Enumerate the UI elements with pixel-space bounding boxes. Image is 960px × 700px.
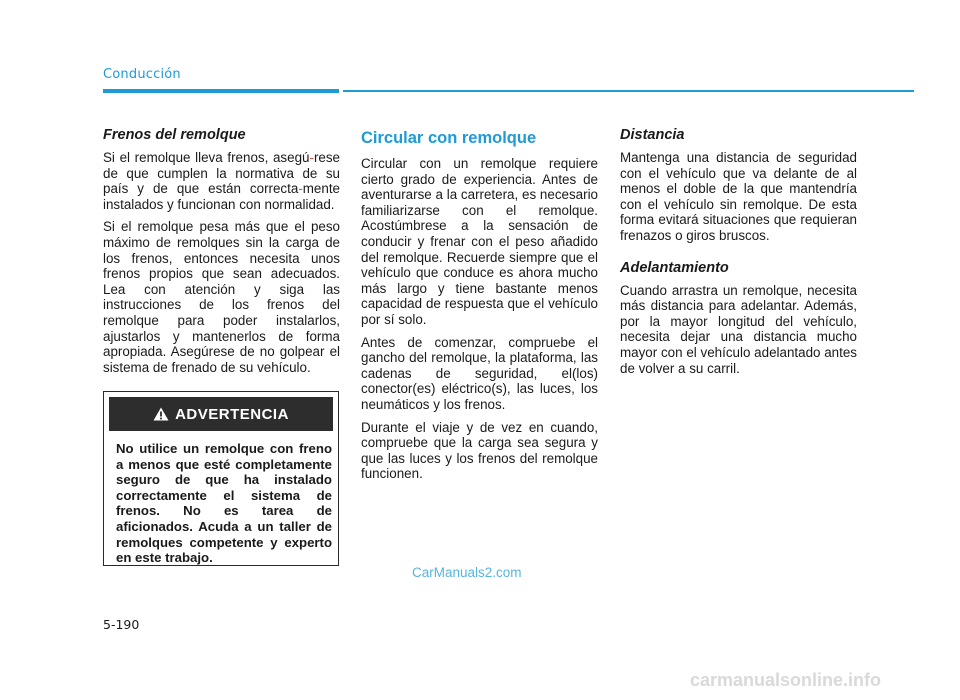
warning-body: No utilice un remolque con freno a menos que esté completamente seguro de que ha instalado correctamente el sistema de frenos. No es tarea de aficionados. Acuda a un taller de remolques competente y experto en este trabajo. [116,441,332,566]
header-rule-thick [103,89,339,93]
towing-heading: Circular con remolque [361,129,537,147]
column-left [103,127,340,382]
page-number: 5-190 [103,617,140,632]
towing-paragraph-1: Circular con un remolque requiere cierto grado de experiencia. Antes de aventurarse a la carretera, es necesario familiarizarse con el remolque. Acostúmbrese a la sensación de conducir y frenar con el peso añadido del remolque. Recuerde siempre que el vehículo que conduce es ahora mucho más largo y tiene bastante menos capacidad de respuesta que el vehículo por sí solo. [361,156,598,327]
warning-title: ADVERTENCIA [175,405,289,423]
column-middle [361,127,598,489]
header-rule-thin [343,90,914,92]
distance-heading: Distancia [620,127,685,143]
column-right [620,127,857,383]
overtaking-paragraph: Cuando arrastra un remolque, necesita más distancia para adelantar. Además, por la mayor longitud del vehículo, necesita dejar una distancia mucho mayor con el vehículo adelantado antes de volver a su carril. [620,282,857,376]
overtaking-heading: Adelantamiento [620,259,729,276]
warning-triangle-icon [153,407,169,421]
footer-watermark: carmanualsonline.info [690,670,882,690]
section-title: Conducción [103,67,181,82]
trailer-brakes-paragraph-1: Si el remolque lleva frenos, asegú-rese de que cumplen la normativa de su país y de que están correcta-mente instalados y funcionan con normalidad. [103,150,340,212]
warning-box [103,391,339,566]
watermark-link[interactable]: CarManuals2.com [412,565,522,580]
trailer-brakes-heading: Frenos del remolque [103,127,246,143]
towing-paragraph-2: Antes de comenzar, compruebe el gancho del remolque, la plataforma, las cadenas de seguridad, el(los) conector(es) eléctrico(s), las luces, los neumáticos y los frenos. [361,334,598,412]
warning-header [109,397,333,431]
towing-paragraph-3: Durante el viaje y de vez en cuando, compruebe que la carga sea segura y que las luces y los frenos del remolque funcionen. [361,419,598,482]
trailer-brakes-paragraph-2: Si el remolque pesa más que el peso máximo de remolques sin la carga de los frenos, entonces necesita unos frenos propios que sean adecuados. Lea con atención y siga las instrucciones de los frenos del remolque para poder instalarlos, ajustarlos y mantenerlos de forma apropiada. Asegúrese de no golpear el sistema de frenado de su vehículo. [103,219,340,375]
distance-paragraph: Mantenga una distancia de seguridad con el vehículo que va delante de al menos el doble de la que mantendría con el vehículo sin remolque. De esta forma evitará situaciones que requieran frenazos o giros bruscos. [620,150,857,243]
